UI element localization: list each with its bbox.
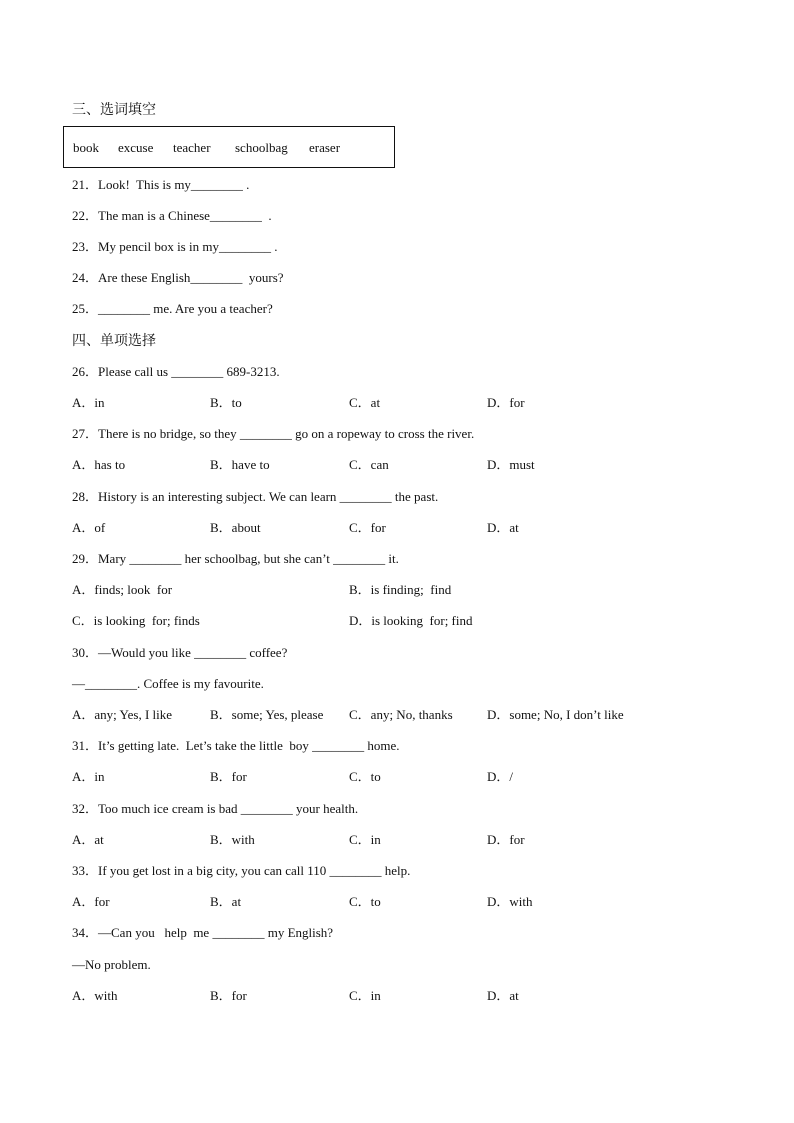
option-d: D．/ (487, 769, 514, 784)
option-b: B．have to (210, 457, 270, 472)
question-34-reply: —No problem. (72, 957, 151, 972)
word-bank-box (63, 126, 395, 168)
question-32: 32．Too much ice cream is bad ________ your health. (72, 801, 359, 816)
option-a: A．in (72, 769, 105, 784)
question-24: 24．Are these English________ yours? (72, 270, 284, 285)
option-a: A．has to (72, 457, 126, 472)
option-c: C．in (349, 988, 381, 1003)
option-b: B．for (210, 988, 247, 1003)
option-b: B．to (210, 395, 242, 410)
question-28: 28．History is an interesting subject. We can learn ________ the past. (72, 489, 439, 504)
option-c: C．can (349, 457, 389, 472)
option-d: D．is looking for; find (349, 613, 473, 628)
option-c: C．in (349, 832, 381, 847)
question-21: 21．Look! This is my________ . (72, 177, 250, 192)
section3-heading: 三、选词填空 (72, 102, 156, 118)
option-a: A．in (72, 395, 105, 410)
option-d: D．must (487, 457, 535, 472)
option-c: C．at (349, 395, 381, 410)
option-a: A．any; Yes, I like (72, 707, 173, 722)
option-c: C．to (349, 769, 381, 784)
option-a: A．with (72, 988, 118, 1003)
question-26: 26．Please call us ________ 689-3213. (72, 364, 280, 379)
option-d: D．at (487, 520, 519, 535)
option-d: D．at (487, 988, 519, 1003)
option-b: B．at (210, 894, 242, 909)
question-34: 34．—Can you help me ________ my English? (72, 925, 334, 940)
option-a: A．for (72, 894, 110, 909)
option-d: D．for (487, 395, 525, 410)
word-bank-item: book (73, 140, 99, 155)
question-25: 25．________ me. Are you a teacher? (72, 301, 273, 316)
option-c: C．is looking for; finds (72, 613, 200, 628)
option-c: C．to (349, 894, 381, 909)
option-b: B．with (210, 832, 255, 847)
option-a: A．finds; look for (72, 582, 173, 597)
question-30: 30．—Would you like ________ coffee? (72, 645, 288, 660)
question-30-reply: —________. Coffee is my favourite. (72, 676, 264, 691)
option-a: A．of (72, 520, 106, 535)
option-d: D．with (487, 894, 533, 909)
question-27: 27．There is no bridge, so they ________ go on a ropeway to cross the river. (72, 426, 475, 441)
option-d: D．some; No, I don’t like (487, 707, 624, 722)
word-bank-item: excuse (118, 140, 154, 155)
option-c: C．any; No, thanks (349, 707, 453, 722)
option-b: B．is finding; find (349, 582, 452, 597)
word-bank-item: schoolbag (235, 140, 288, 155)
question-23: 23．My pencil box is in my________ . (72, 239, 278, 254)
option-b: B．about (210, 520, 261, 535)
section4-heading: 四、单项选择 (72, 333, 156, 349)
question-29: 29．Mary ________ her schoolbag, but she can’t ________ it. (72, 551, 399, 566)
question-33: 33．If you get lost in a big city, you can call 110 ________ help. (72, 863, 411, 878)
option-b: B．some; Yes, please (210, 707, 324, 722)
option-b: B．for (210, 769, 247, 784)
option-a: A．at (72, 832, 104, 847)
question-31: 31．It’s getting late. Let’s take the little boy ________ home. (72, 738, 400, 753)
word-bank-item: teacher (173, 140, 211, 155)
option-c: C．for (349, 520, 386, 535)
question-22: 22．The man is a Chinese________ . (72, 208, 272, 223)
option-d: D．for (487, 832, 525, 847)
word-bank-item: eraser (309, 140, 341, 155)
